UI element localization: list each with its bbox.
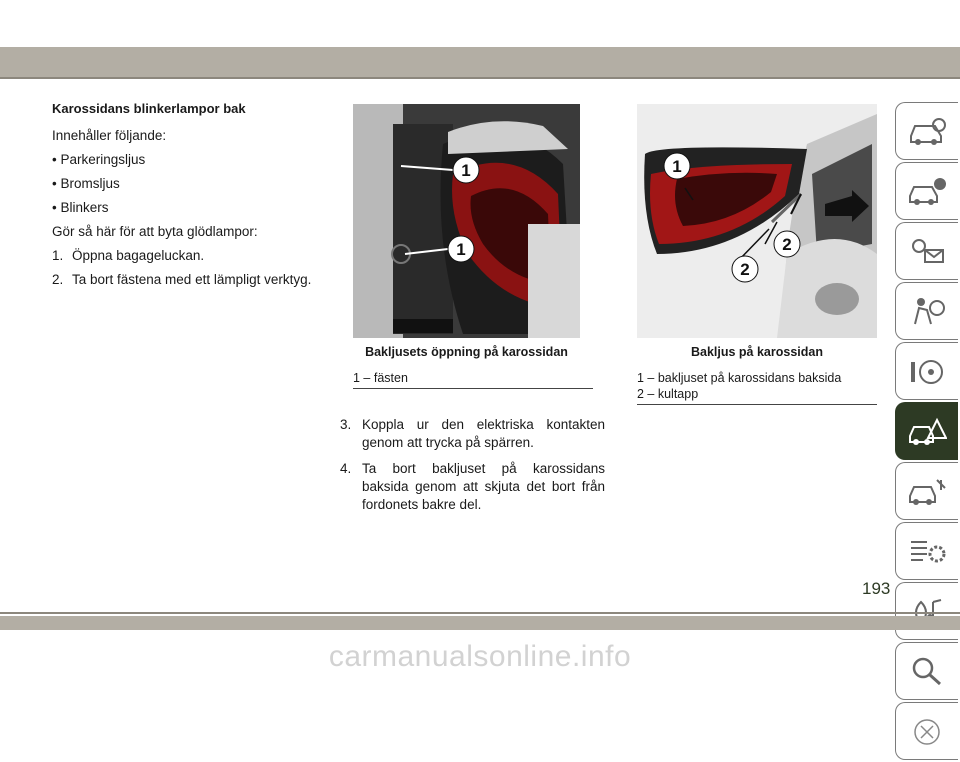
steering-wheel-icon (907, 356, 947, 386)
legend-item: 1 – fästen (353, 371, 408, 385)
tab-car[interactable] (895, 102, 958, 160)
step-text: Öppna bagageluckan. (72, 248, 205, 263)
tab-warning-lights[interactable] (895, 222, 958, 280)
step-number: 1. (52, 248, 64, 263)
section-heading: Karossidans blinkerlampor bak (52, 101, 246, 116)
bullet-item: • Parkeringsljus (52, 152, 146, 167)
bullet-item: • Bromsljus (52, 176, 120, 191)
index-icon (907, 716, 947, 746)
seat-airbag-icon (907, 296, 947, 326)
step-text: Ta bort bakljuset på karossidans baksida genom att skjuta det bort från fordonets bakre del. (362, 461, 605, 512)
tab-car-warning[interactable] (895, 402, 958, 460)
step-item (52, 271, 332, 289)
warning-lights-icon (907, 236, 947, 266)
header-band (0, 47, 960, 77)
footer-band (0, 616, 960, 630)
callout-label: 1 (456, 240, 466, 259)
footer-rule (0, 612, 960, 614)
page-number: 193 (862, 579, 891, 598)
left-column (52, 100, 332, 295)
tab-car-info[interactable] (895, 162, 958, 220)
step-item (340, 460, 605, 514)
figure1-caption: Bakljusets öppning på karossidan (365, 345, 568, 359)
callout-label: 2 (740, 260, 750, 279)
car-icon (907, 116, 947, 146)
car-service-icon (907, 476, 947, 506)
callout-label: 1 (672, 157, 682, 176)
middle-column (340, 416, 605, 522)
car-info-icon (907, 176, 947, 206)
callout-label: 1 (461, 161, 471, 180)
instruction-text: Gör så här för att byta glödlampor: (52, 224, 258, 239)
step-text: Ta bort fästena med ett lämpligt verktyg. (72, 272, 312, 287)
intro-text: Innehåller följande: (52, 128, 167, 143)
bullet-item: • Blinkers (52, 200, 109, 215)
step-item (340, 416, 605, 452)
tab-specs[interactable] (895, 522, 958, 580)
specs-gear-icon (907, 536, 947, 566)
figure-taillight-rear (637, 104, 877, 338)
figure2-caption: Bakljus på karossidan (690, 345, 823, 359)
figure2-legend (637, 370, 877, 405)
legend-item: 2 – kultapp (637, 387, 699, 401)
watermark: carmanualsonline.info (328, 640, 632, 673)
figure-taillight-opening (353, 104, 580, 338)
step-number: 2. (52, 272, 64, 287)
header-rule (0, 77, 960, 79)
legend-item: 1 – bakljuset på karossidans baksida (637, 371, 842, 385)
tab-multimedia[interactable] (895, 582, 958, 640)
tab-steering-wheel[interactable] (895, 342, 958, 400)
step-text: Koppla ur den elektriska kontakten genom att trycka på spärren. (362, 417, 605, 450)
step-number: 4. (340, 461, 352, 476)
tab-car-service[interactable] (895, 462, 958, 520)
tab-seat-airbag[interactable] (895, 282, 958, 340)
figure1-legend (353, 370, 593, 389)
tab-index[interactable] (895, 702, 958, 760)
step-number: 3. (340, 417, 352, 432)
callout-label: 2 (782, 235, 792, 254)
step-item (52, 247, 332, 265)
car-warning-icon (907, 416, 947, 446)
